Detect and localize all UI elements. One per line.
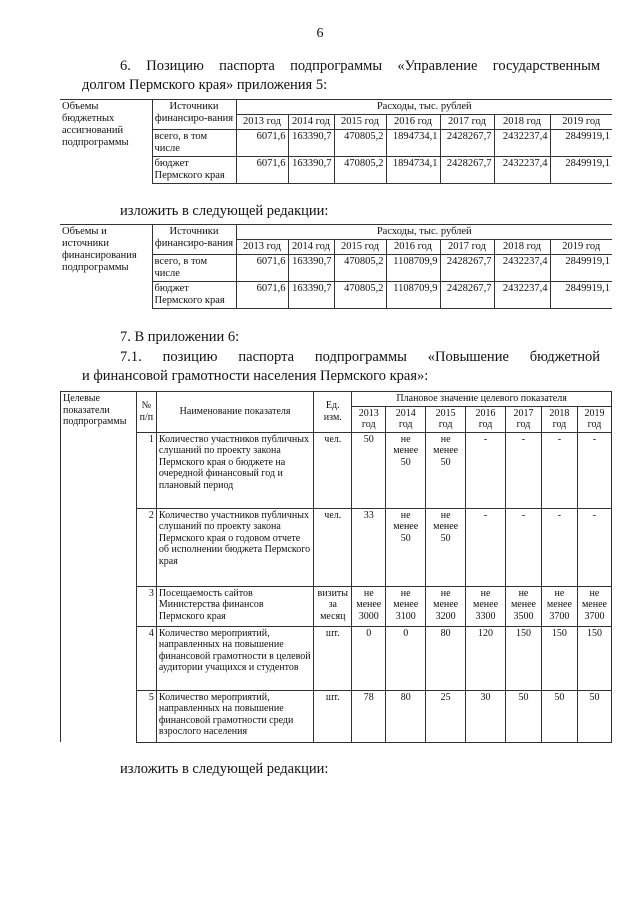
- t2-sources-header: Источники финансиро-вания: [152, 225, 236, 255]
- t1-expenses-header: Расходы, тыс. рублей: [236, 100, 612, 115]
- t1-year: 2017 год: [440, 115, 494, 130]
- t1-year: 2013 год: [236, 115, 288, 130]
- t3-cell: 80: [386, 690, 426, 742]
- t1-cell: 163390,7: [288, 130, 334, 157]
- t3-cell: не менее 50: [426, 432, 466, 508]
- t3-name: Количество участников публичных слушаний по проекту закона Пермского края о бюджете на очередной финансовый год и плановый период: [156, 432, 313, 508]
- t2-row-label: всего, в том числе: [152, 255, 236, 282]
- item7: 7. В приложении 6:: [120, 329, 240, 345]
- t1-year: 2015 год: [334, 115, 386, 130]
- t3-name: Количество мероприятий, направленных на повышение финансовой грамотности среди взрослого населения: [156, 690, 313, 742]
- t3-cell: не менее 3300: [466, 586, 506, 626]
- t3-cell: 150: [541, 626, 577, 690]
- t3-cell: -: [466, 432, 506, 508]
- t2-expenses-header: Расходы, тыс. рублей: [236, 225, 612, 240]
- t3-cell: не менее 3500: [506, 586, 542, 626]
- t3-name: Количество участников публичных слушаний по проекту закона Пермского края о годовом отчете об исполнении бюджета Пермского края: [156, 508, 313, 586]
- t3-num: 4: [136, 626, 156, 690]
- t2-cell: 2849919,1: [550, 282, 612, 309]
- t1-cell: 2432237,4: [494, 130, 550, 157]
- t3-unit: шт.: [314, 690, 352, 742]
- t3-cell: -: [577, 508, 611, 586]
- t1-year: 2019 год: [550, 115, 612, 130]
- t1-year: 2016 год: [386, 115, 440, 130]
- t3-cell: 80: [426, 626, 466, 690]
- t3-cell: 50: [506, 690, 542, 742]
- t2-year: 2013 год: [236, 240, 288, 255]
- t3-cell: -: [506, 508, 542, 586]
- t3-num: 2: [136, 508, 156, 586]
- t1-cell: 163390,7: [288, 157, 334, 184]
- t3-num: 5: [136, 690, 156, 742]
- t3-cell: не менее 3200: [426, 586, 466, 626]
- t3-h-num: № п/п: [136, 392, 156, 433]
- t3-name: Посещаемость сайтов Министерства финансов Пермского края: [156, 586, 313, 626]
- t1-cell: 2849919,1: [550, 157, 612, 184]
- t1-rowlabel: Объемы бюджетных ассигнований подпрограммы: [60, 100, 152, 184]
- t1-cell: 470805,2: [334, 157, 386, 184]
- t1-cell: 1894734,1: [386, 157, 440, 184]
- page-number: 6: [316, 26, 324, 41]
- instruction-2: изложить в следующей редакции:: [120, 761, 329, 777]
- t2-cell: 1108709,9: [386, 282, 440, 309]
- t3-cell: -: [541, 508, 577, 586]
- t3-unit: чел.: [314, 432, 352, 508]
- t3-cell: не менее 3100: [386, 586, 426, 626]
- t2-cell: 2428267,7: [440, 282, 494, 309]
- t2-row-label: бюджет Пермского края: [152, 282, 236, 309]
- item71-line1: 7.1. позицию паспорта подпрограммы «Повышение бюджетной: [120, 349, 600, 365]
- t3-cell: не менее 50: [386, 508, 426, 586]
- t2-cell: 163390,7: [288, 255, 334, 282]
- t3-cell: 0: [352, 626, 386, 690]
- t3-year: 2018 год: [541, 406, 577, 432]
- t1-cell: 2432237,4: [494, 157, 550, 184]
- t3-cell: -: [541, 432, 577, 508]
- t3-cell: не менее 3000: [352, 586, 386, 626]
- t2-year: 2018 год: [494, 240, 550, 255]
- t3-year: 2015 год: [426, 406, 466, 432]
- t2-year: 2014 год: [288, 240, 334, 255]
- t3-cell: не менее 3700: [541, 586, 577, 626]
- t3-rowlabel: Целевые показатели подпрограммы: [61, 392, 137, 743]
- t1-row-label: всего, в том числе: [152, 130, 236, 157]
- t1-cell: 6071,6: [236, 157, 288, 184]
- t1-row-label: бюджет Пермского края: [152, 157, 236, 184]
- t3-h-plan: Плановое значение целевого показателя: [352, 392, 612, 407]
- t1-cell: 2428267,7: [440, 130, 494, 157]
- t3-cell: -: [506, 432, 542, 508]
- t3-cell: не менее 50: [386, 432, 426, 508]
- table-targets: [60, 391, 612, 743]
- t1-cell: 1894734,1: [386, 130, 440, 157]
- t2-cell: 2432237,4: [494, 255, 550, 282]
- t3-num: 3: [136, 586, 156, 626]
- t3-year: 2019 год: [577, 406, 611, 432]
- t3-unit: визиты за месяц: [314, 586, 352, 626]
- item6-line1: 6. Позицию паспорта подпрограммы «Управление государственным: [120, 58, 600, 74]
- t3-h-unit: Ед. изм.: [314, 392, 352, 433]
- t3-cell: -: [577, 432, 611, 508]
- t2-cell: 2428267,7: [440, 255, 494, 282]
- t1-year: 2018 год: [494, 115, 550, 130]
- t3-year: 2016 год: [466, 406, 506, 432]
- t2-cell: 6071,6: [236, 255, 288, 282]
- t3-num: 1: [136, 432, 156, 508]
- t2-cell: 2849919,1: [550, 255, 612, 282]
- t1-cell: 470805,2: [334, 130, 386, 157]
- t3-cell: 150: [506, 626, 542, 690]
- t1-sources-header: Источники финансиро-вания: [152, 100, 236, 130]
- t1-year: 2014 год: [288, 115, 334, 130]
- t3-name: Количество мероприятий, направленных на повышение финансовой грамотности в целевой аудитории учащихся и студентов: [156, 626, 313, 690]
- t3-unit: чел.: [314, 508, 352, 586]
- t3-cell: 50: [352, 432, 386, 508]
- t3-cell: 120: [466, 626, 506, 690]
- table-budget-old: [60, 99, 612, 184]
- item71-line2: и финансовой грамотности населения Пермского края»:: [82, 368, 429, 384]
- t3-cell: 0: [386, 626, 426, 690]
- t2-year: 2017 год: [440, 240, 494, 255]
- t2-rowlabel: Объемы и источники финансирования подпрограммы: [60, 225, 152, 309]
- t3-cell: 33: [352, 508, 386, 586]
- t1-cell: 2428267,7: [440, 157, 494, 184]
- t3-year: 2014 год: [386, 406, 426, 432]
- t2-cell: 470805,2: [334, 282, 386, 309]
- t3-h-name: Наименование показателя: [156, 392, 313, 433]
- t3-cell: 50: [577, 690, 611, 742]
- t3-unit: шт.: [314, 626, 352, 690]
- t3-cell: 150: [577, 626, 611, 690]
- t3-cell: 50: [541, 690, 577, 742]
- t1-cell: 2849919,1: [550, 130, 612, 157]
- t3-year: 2017 год: [506, 406, 542, 432]
- t2-cell: 1108709,9: [386, 255, 440, 282]
- t2-cell: 2432237,4: [494, 282, 550, 309]
- t3-cell: не менее 50: [426, 508, 466, 586]
- t2-year: 2019 год: [550, 240, 612, 255]
- t2-cell: 163390,7: [288, 282, 334, 309]
- t2-cell: 470805,2: [334, 255, 386, 282]
- t2-year: 2015 год: [334, 240, 386, 255]
- t2-cell: 6071,6: [236, 282, 288, 309]
- t2-year: 2016 год: [386, 240, 440, 255]
- item6-line2: долгом Пермского края» приложения 5:: [82, 77, 328, 93]
- t3-cell: 78: [352, 690, 386, 742]
- t3-year: 2013 год: [352, 406, 386, 432]
- instruction-1: изложить в следующей редакции:: [120, 203, 329, 219]
- t3-cell: не менее 3700: [577, 586, 611, 626]
- t3-cell: 30: [466, 690, 506, 742]
- table-budget-new: [60, 224, 612, 309]
- t3-cell: 25: [426, 690, 466, 742]
- t3-cell: -: [466, 508, 506, 586]
- t1-cell: 6071,6: [236, 130, 288, 157]
